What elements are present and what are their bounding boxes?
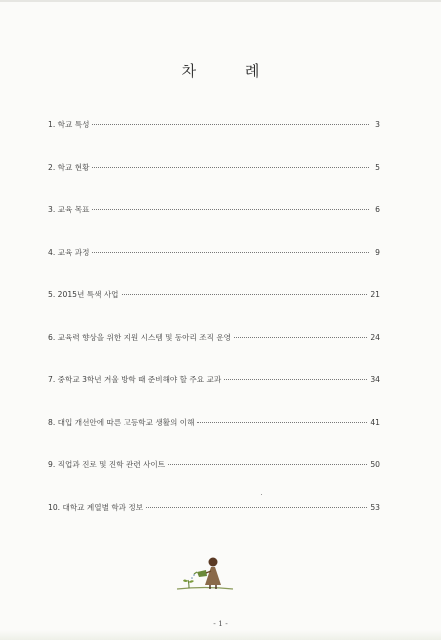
page-number: - 1 - [213, 619, 228, 628]
page-title: 차 례 [181, 62, 282, 80]
toc-item [48, 417, 380, 429]
toc-item-label: 4. 교육 과정 [48, 247, 90, 257]
toc-item-label: 3. 교육 목표 [48, 205, 90, 214]
toc-item [48, 459, 380, 471]
toc-item [48, 119, 380, 131]
toc-item [48, 289, 380, 301]
toc-leader-dots [92, 208, 369, 210]
toc-item [48, 162, 380, 174]
child-watering-plant-icon [175, 545, 235, 595]
toc-item [48, 502, 380, 514]
toc-item-page: 5 [375, 162, 380, 172]
toc-item-label: 2. 학교 현황 [48, 162, 90, 172]
toc-item-page: 34 [370, 375, 380, 384]
toc-item-label: 9. 직업과 진로 및 진학 관련 사이트 [48, 460, 166, 469]
toc-leader-dots [122, 293, 368, 295]
toc-item-label: 5. 2015년 특색 사업 [48, 290, 119, 299]
toc-item-label: 7. 중학교 3학년 겨울 방학 때 준비해야 할 주요 교과 [48, 375, 222, 384]
scan-edge [0, 0, 441, 2]
toc-item-page: 6 [375, 205, 380, 214]
toc-item-label: 1. 학교 특성 [48, 120, 90, 129]
toc-leader-dots [92, 251, 369, 253]
toc-item-page: 21 [370, 290, 380, 299]
toc-leader-dots [92, 166, 369, 168]
toc-item [48, 374, 380, 386]
toc-item [48, 204, 380, 216]
table-of-contents [48, 119, 380, 544]
scan-edge-bottom [0, 630, 441, 640]
toc-item-page: 9 [375, 247, 380, 257]
toc-item-page: 50 [370, 460, 380, 469]
toc-leader-dots [146, 506, 367, 508]
toc-item-page: 3 [375, 120, 380, 129]
toc-leader-dots [168, 463, 367, 465]
toc-item-page: 41 [370, 417, 380, 427]
toc-item-page: 24 [370, 332, 380, 342]
scan-speck [261, 494, 262, 495]
toc-leader-dots [197, 421, 367, 423]
toc-item-label: 6. 교육력 향상을 위한 지원 시스템 및 동아리 조직 운영 [48, 332, 232, 342]
toc-leader-dots [224, 378, 367, 380]
toc-item [48, 332, 380, 344]
toc-leader-dots [92, 123, 369, 125]
toc-item-label: 8. 대입 개선안에 따른 고등학교 생활의 이해 [48, 417, 195, 427]
toc-item [48, 247, 380, 259]
toc-leader-dots [234, 336, 367, 338]
toc-item-page: 53 [370, 502, 380, 512]
toc-item-label: 10. 대학교 계열별 학과 정보 [48, 502, 144, 512]
